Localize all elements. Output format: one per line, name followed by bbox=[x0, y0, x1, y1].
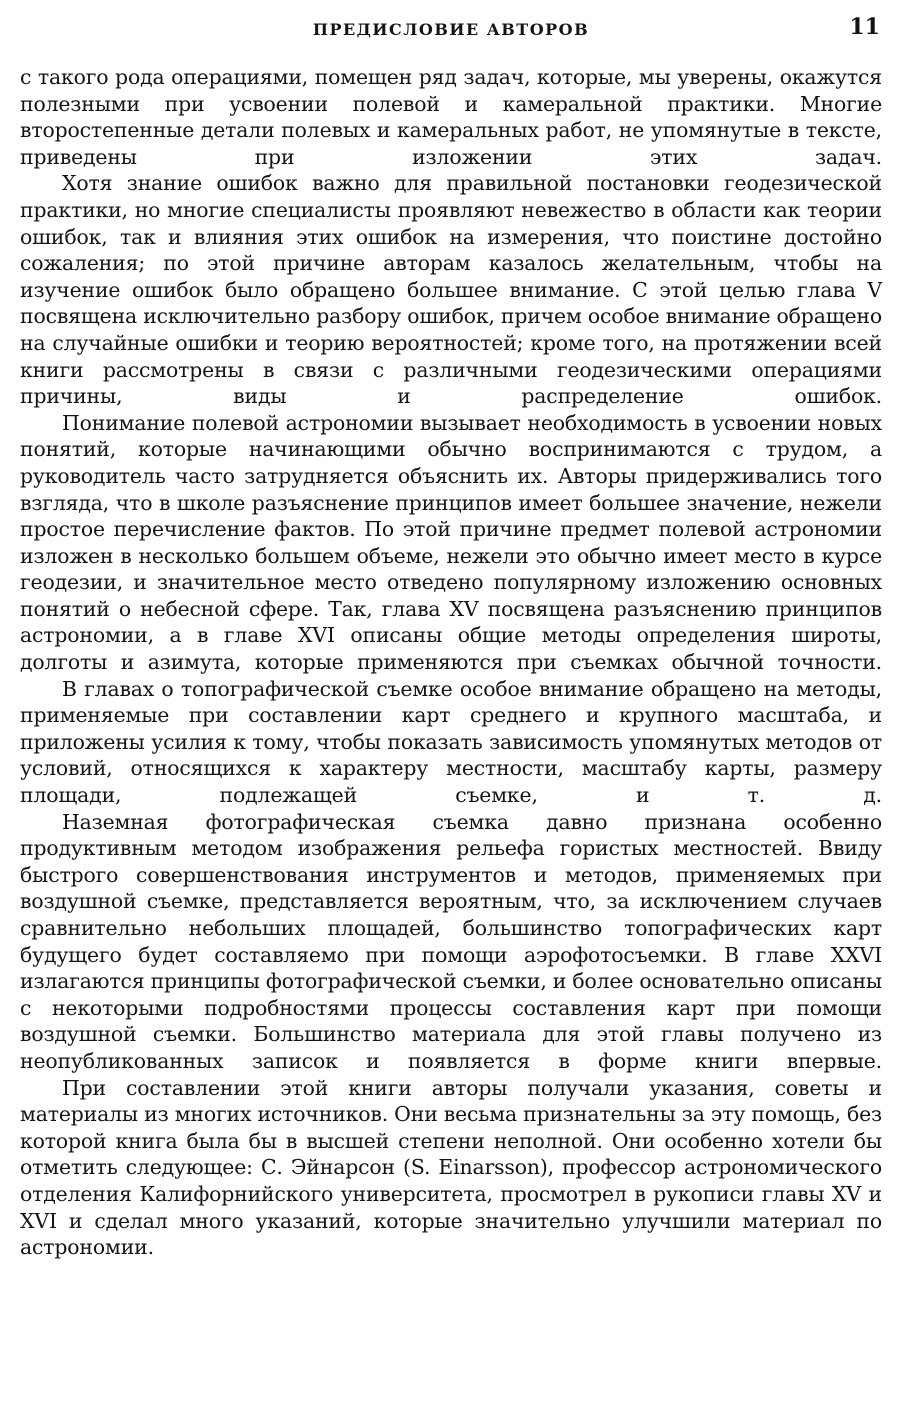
book-page bbox=[20, 0, 882, 1428]
paragraph-topographic-survey: В главах о топографической съемке особое внимание обращено на методы, применяемые при составлении карт среднего и крупного масштаба, и приложены усилия к тому, чтобы показать зависимость упомянутых методов от условий, относящихся к характеру местности, масштабу карты, размеру площади, подлежащей съемке, и т. д. bbox=[20, 676, 882, 808]
paragraph-photographic-survey: Наземная фотографическая съемка давно признана особенно продуктивным методом изображения рельефа гористых местностей. Ввиду быстрого совершенствования инструментов и методов, применяемых при воздушной съемке, представляется вероятным, что, за исключением случаев сравнительно небольших площадей, большинство топографических карт будущего будет составляемо при помощи аэрофотосъемки. В главе XXVI излагаются принципы фотографической съемки, и более основательно описаны с некоторыми подробностями процессы составления карт при помощи воздушной съемки. Большинство материала для этой главы получено из неопубликованных записок и появляется в форме книги впервые. bbox=[20, 809, 882, 1073]
page-number: 11 bbox=[849, 14, 880, 40]
body-text bbox=[20, 64, 882, 1261]
paragraph-continuation: с такого рода операциями, помещен ряд задач, которые, мы уверены, окажутся полезными при усвоении полевой и камеральной практики. Многие второстепенные детали полевых и камеральных работ, не упомянутые в тексте, приведены при изложении этих задач. bbox=[20, 65, 882, 169]
paragraph-errors: Хотя знание ошибок важно для правильной постановки геодезической практики, но многие специалисты проявляют невежество в области как теории ошибок, так и влияния этих ошибок на измерения, что поистине достойно сожаления; по этой причине авторам казалось желательным, чтобы на изучение ошибок было обращено большее внимание. С этой целью глава V посвящена исключительно разбору ошибок, причем особое внимание обращено на случайные ошибки и теорию вероятностей; кроме того, на протяжении всей книги рассмотрены в связи с различными геодезическими операциями причины, виды и распределение ошибок. bbox=[20, 171, 882, 409]
running-title: ПРЕДИСЛОВИЕ АВТОРОВ bbox=[312, 20, 590, 39]
running-head bbox=[20, 0, 882, 62]
paragraph-acknowledgements: При составлении этой книги авторы получали указания, советы и материалы из многих источников. Они весьма признательны за эту помощь, без которой книга была бы в высшей степени неполной. Они особенно хотели бы отметить следующее: С. Эйнарсон (S. Einarsson), профессор астрономического отделения Калифорнийского университета, просмотрел в рукописи главы XV и XVI и сделал много указаний, которые значительно улучшили материал по астрономии. bbox=[20, 1075, 882, 1260]
paragraph-astronomy: Понимание полевой астрономии вызывает необходимость в усвоении новых понятий, которые начинающими обычно воспринимаются с трудом, а руководитель часто затрудняется объяснить их. Авторы придерживались того взгляда, что в школе разъяснение принципов имеет большее значение, нежели простое перечисление фактов. По этой причине предмет полевой астрономии изложен в несколько большем объеме, нежели это обычно имеет место в курсе геодезии, и значительное место отведено популярному изложению основных понятий о небесной сфере. Так, глава XV посвящена разъяснению принципов астрономии, а в главе XVI описаны общие методы определения широты, долготы и азимута, которые применяются при съемках обычной точности. bbox=[20, 410, 882, 675]
